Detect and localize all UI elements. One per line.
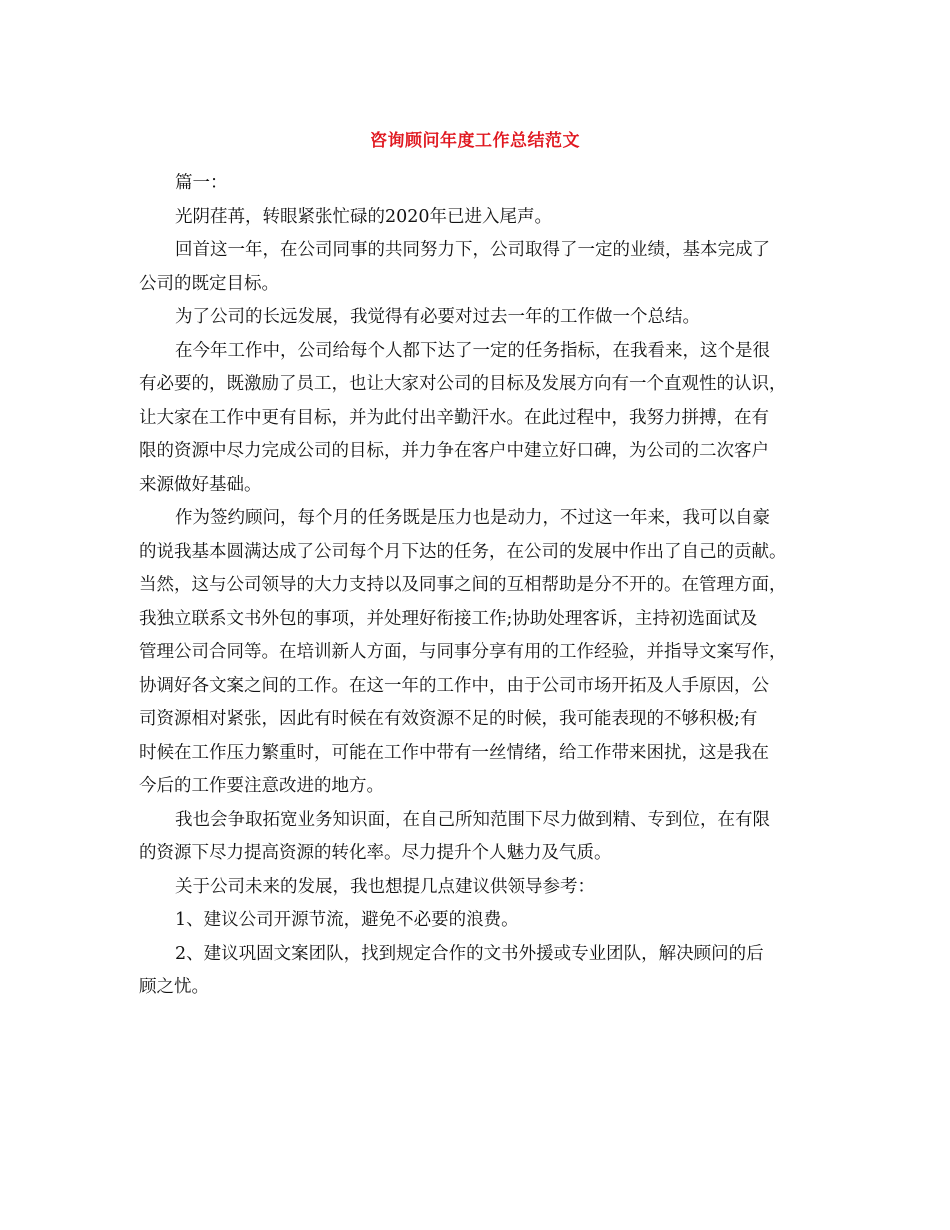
paragraph-line: 为了公司的长远发展，我觉得有必要对过去一年的工作做一个总结。 (175, 307, 700, 327)
paragraph-line: 来源做好基础。 (139, 474, 262, 495)
paragraph-line: 回首这一年，在公司同事的共同努力下，公司取得了一定的业绩，基本完成了 (175, 240, 770, 260)
paragraph-line: 司资源相对紧张，因此有时候在有效资源不足的时候，我可能表现的不够积极;有 (139, 709, 758, 729)
paragraph-line: 光阴荏苒，转眼紧张忙碌的2020年已进入尾声。 (175, 206, 553, 227)
paragraph-line: 今后的工作要注意改进的地方。 (139, 776, 384, 796)
paragraph-line: 关于公司未来的发展，我也想提几点建议供领导参考： (175, 876, 595, 897)
paragraph-line: 管理公司合同等。在培训新人方面，与同事分享有用的工作经验，并指导文案写作， (139, 642, 787, 662)
paragraph-line: 限的资源中尽力完成公司的目标，并力争在客户中建立好口碑，为公司的二次客户 (139, 441, 769, 461)
paragraph-line: 时候在工作压力繁重时，可能在工作中带有一丝情绪，给工作带来困扰，这是我在 (139, 742, 769, 763)
paragraph-line: 当然，这与公司领导的大力支持以及同事之间的互相帮助是分不开的。在管理方面， (139, 575, 787, 595)
list-item-continuation: 顾之忧。 (139, 977, 209, 997)
paragraph-line: 的资源下尽力提高资源的转化率。尽力提升个人魅力及气质。 (139, 843, 612, 863)
document-title: 咨询顾问年度工作总结范文 (370, 131, 580, 151)
paragraph-line: 协调好各文案之间的工作。在这一年的工作中，由于公司市场开拓及人手原因，公 (139, 675, 769, 696)
list-item: 1、建议公司开源节流，避免不必要的浪费。 (175, 910, 519, 930)
paragraph-line: 作为签约顾问，每个月的任务既是压力也是动力，不过这一年来，我可以自豪 (175, 508, 770, 528)
paragraph-line: 我也会争取拓宽业务知识面，在自己所知范围下尽力做到精、专到位，在有限 (175, 809, 770, 830)
document-body (139, 167, 820, 1005)
paragraph-line: 有必要的，既激励了员工，也让大家对公司的目标及发展方向有一个直观性的认识， (139, 374, 787, 394)
paragraph-line: 让大家在工作中更有目标，并为此付出辛勤汗水。在此过程中，我努力拼搏，在有 (139, 407, 769, 428)
paragraph-line: 公司的既定目标。 (139, 273, 279, 294)
paragraph-line: 在今年工作中，公司给每个人都下达了一定的任务指标，在我看来，这个是很 (175, 340, 770, 361)
list-item: 2、建议巩固文案团队，找到规定合作的文书外援或专业团队，解决顾问的后 (175, 943, 764, 964)
paragraph-line: 的说我基本圆满达成了公司每个月下达的任务，在公司的发展中作出了自己的贡献。 (139, 541, 787, 562)
paragraph-line: 我独立联系文书外包的事项，并处理好衔接工作;协助处理客诉，主持初选面试及 (139, 608, 758, 629)
section-heading: 篇一： (175, 173, 228, 193)
